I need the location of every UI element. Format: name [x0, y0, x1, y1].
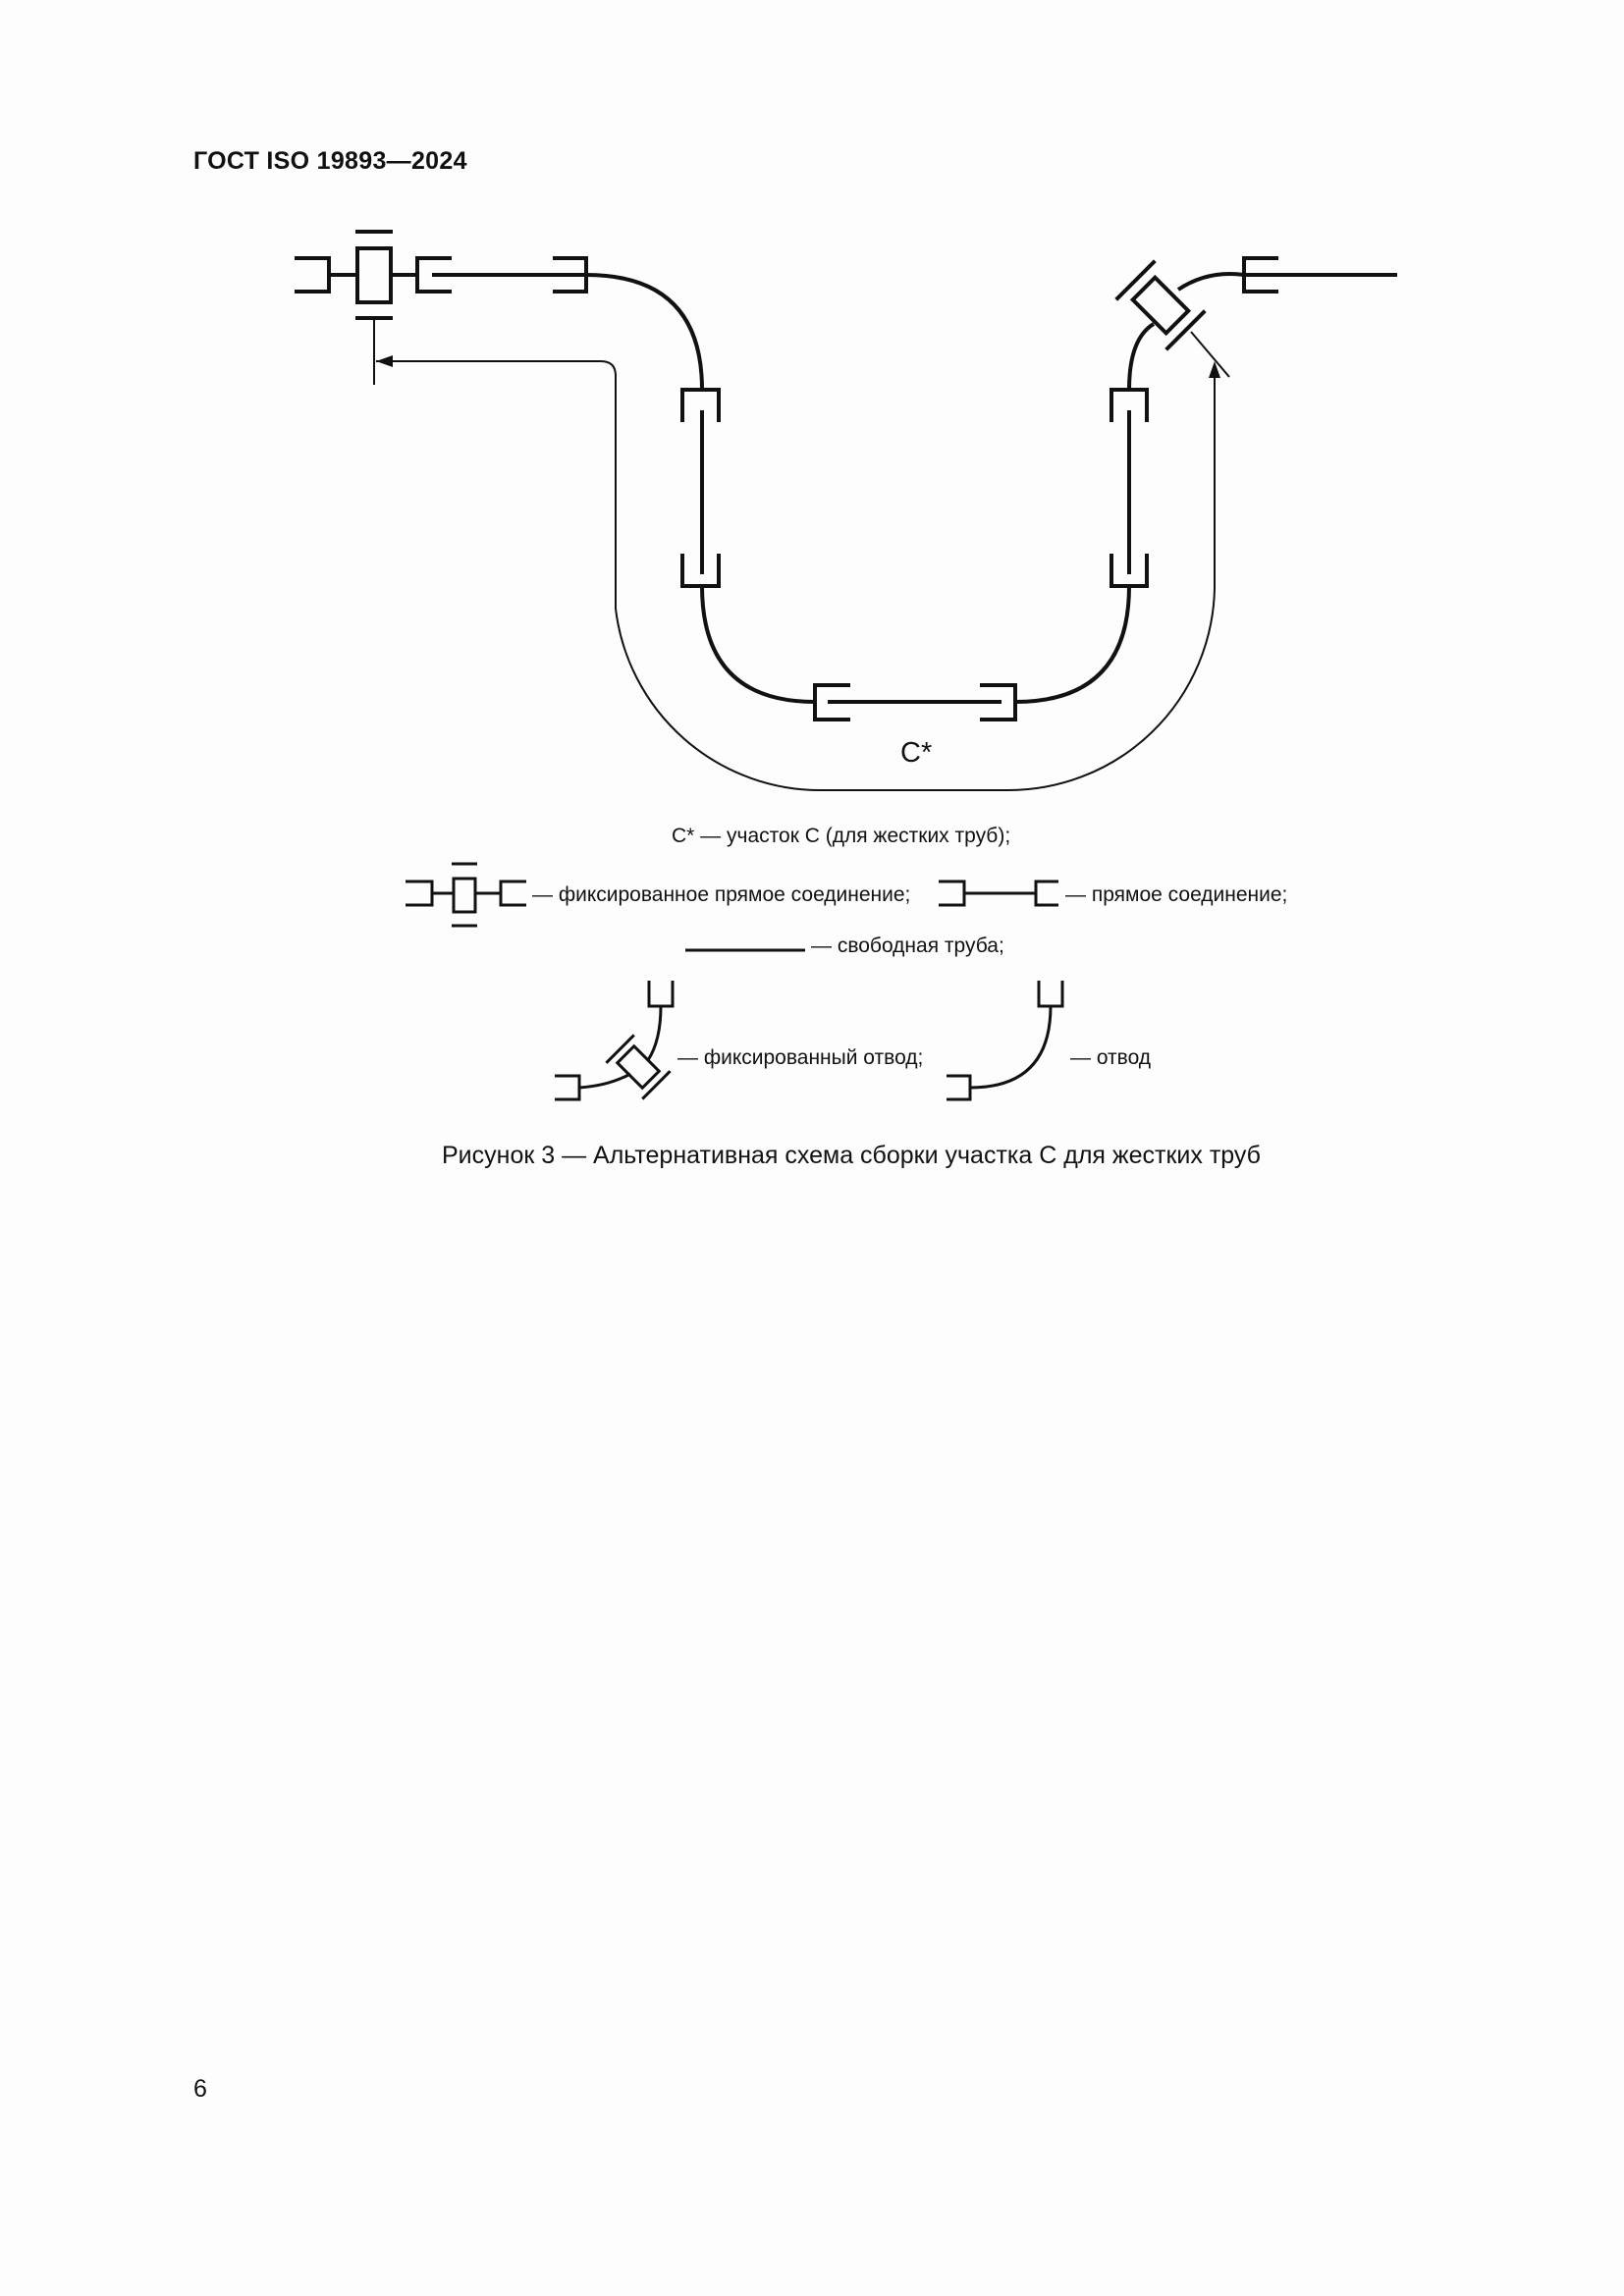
legend-bend-symbol	[947, 981, 1062, 1099]
legend-fixed-bend-symbol	[555, 981, 673, 1099]
fixed-bend	[1116, 261, 1206, 350]
bend-4	[1129, 324, 1154, 390]
bend-3	[1015, 586, 1129, 702]
fixed-straight-joint	[295, 232, 452, 318]
figure-caption: Рисунок 3 — Альтернативная схема сборки участка С для жестких труб	[442, 1142, 1261, 1169]
top-right-pipe-run	[1244, 258, 1397, 292]
top-left-pipe-run	[432, 258, 586, 292]
legend-fixed-straight-joint-text: — фиксированное прямое соединение;	[532, 883, 911, 906]
bend-5	[1178, 274, 1244, 290]
legend-fixed-bend-text: — фиксированный отвод;	[677, 1046, 924, 1069]
bottom-horizontal-pipe	[815, 685, 1015, 720]
legend-free-pipe-text: — свободная труба;	[811, 934, 1004, 957]
arrowhead-left	[376, 355, 393, 367]
legend-fixed-straight-joint-symbol	[406, 864, 526, 926]
reference-lines	[374, 318, 1229, 790]
legend-straight-joint-symbol	[939, 881, 1058, 905]
page-number: 6	[193, 2075, 207, 2103]
left-vertical-pipe	[682, 390, 719, 586]
legend-bend-text: — отвод	[1070, 1046, 1152, 1069]
bend-2	[702, 586, 815, 702]
bend-1	[586, 275, 702, 390]
pipe-assembly	[295, 232, 1397, 720]
legend-fixed-bend-body	[606, 1035, 670, 1098]
legend-straight-joint-text: — прямое соединение;	[1065, 883, 1288, 906]
right-vertical-pipe	[1111, 390, 1147, 586]
section-label: C*	[900, 737, 933, 769]
document-header: ГОСТ ISO 19893—2024	[193, 147, 467, 175]
legend-section-note: C* — участок C (для жестких труб);	[672, 825, 1011, 847]
